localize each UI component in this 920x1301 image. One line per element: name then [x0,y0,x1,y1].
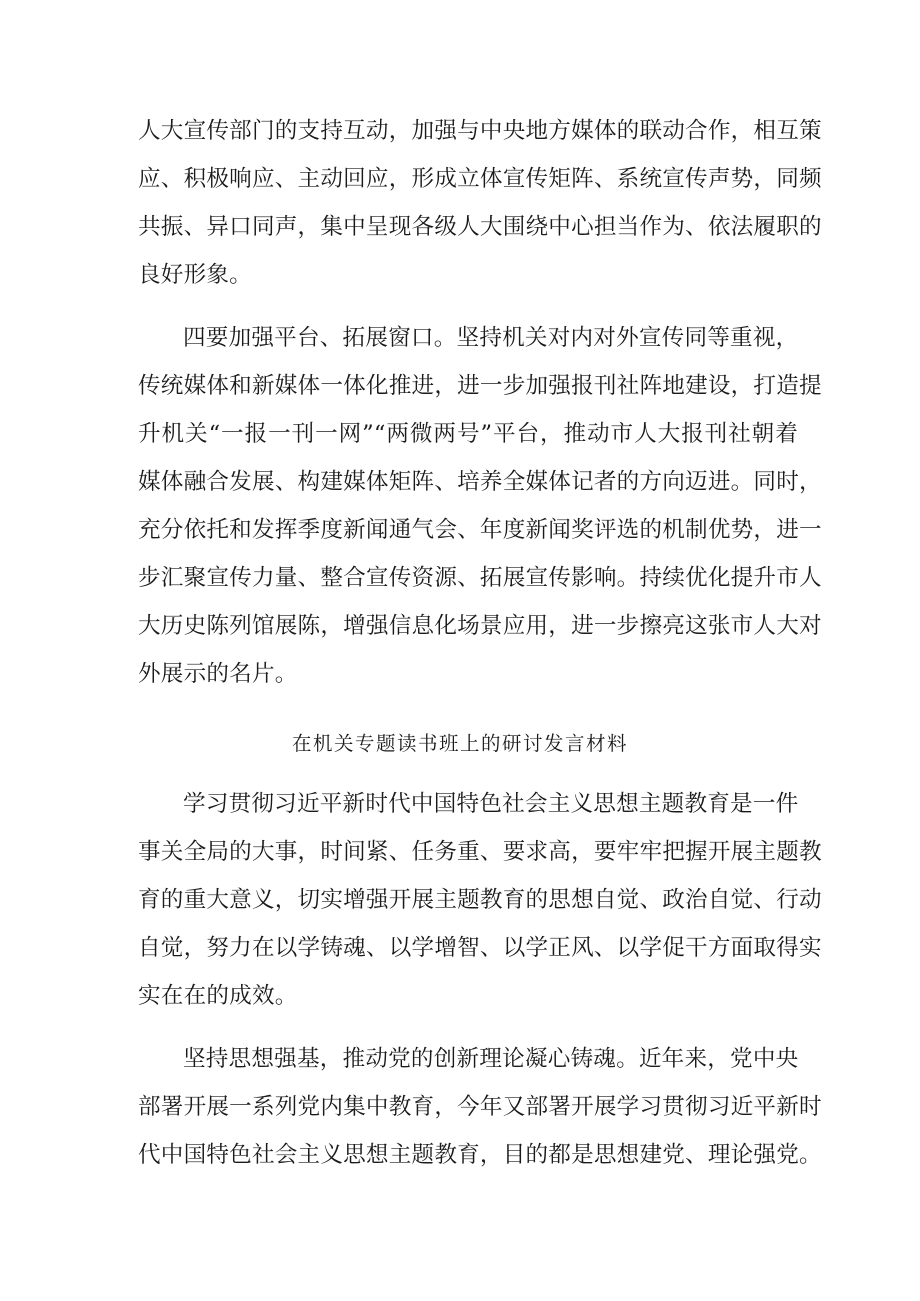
paragraph-line: 学习贯彻习近平新时代中国特色社会主义思想主题教育是一件 [183,791,799,817]
paragraph-line: 坚持思想强基，推动党的创新理论凝心铸魂。近年来，党中央 [183,1046,799,1072]
paragraph-line: 代中国特色社会主义思想主题教育，目的都是思想建党、理论强党。 [138,1142,822,1168]
paragraph-line: 良好形象。 [138,262,252,288]
paragraph-line: 充分依托和发挥季度新闻通气会、年度新闻奖评选的机制优势，进一 [138,517,822,543]
paragraph-line: 自觉，努力在以学铸魂、以学增智、以学正风、以学促干方面取得实 [138,935,822,961]
paragraph-line: 应、积极响应、主动回应，形成立体宣传矩阵、系统宣传声势，同频 [138,166,822,192]
paragraph-line: 步汇聚宣传力量、整合宣传资源、拓展宣传影响。持续优化提升市人 [138,565,822,591]
paragraph-line: 外展示的名片。 [138,661,298,687]
section-title: 在机关专题读书班上的研讨发言材料 [291,732,628,755]
paragraph-line: 升机关“一报一刊一网”“两微两号”平台，推动市人大报刊社朝着 [138,421,798,447]
paragraph-line: 传统媒体和新媒体一体化推进，进一步加强报刊社阵地建设，打造提 [138,373,822,399]
paragraph-line: 实在在的成效。 [138,983,298,1009]
paragraph-line: 四要加强平台、拓展窗口。坚持机关对内对外宣传同等重视， [183,325,799,351]
paragraph-line: 共振、异口同声，集中呈现各级人大围绕中心担当作为、依法履职的 [138,214,822,240]
paragraph-line: 部署开展一系列党内集中教育，今年又部署开展学习贯彻习近平新时 [138,1094,822,1120]
paragraph-line: 事关全局的大事，时间紧、任务重、要求高，要牢牢把握开展主题教 [138,839,822,865]
paragraph-line: 大历史陈列馆展陈，增强信息化场景应用，进一步擦亮这张市人大对 [138,613,822,639]
paragraph-line: 育的重大意义，切实增强开展主题教育的思想自觉、政治自觉、行动 [138,887,822,913]
paragraph-line: 人大宣传部门的支持互动，加强与中央地方媒体的联动合作，相互策 [138,118,822,144]
paragraph-line: 媒体融合发展、构建媒体矩阵、培养全媒体记者的方向迈进。同时， [138,469,822,495]
